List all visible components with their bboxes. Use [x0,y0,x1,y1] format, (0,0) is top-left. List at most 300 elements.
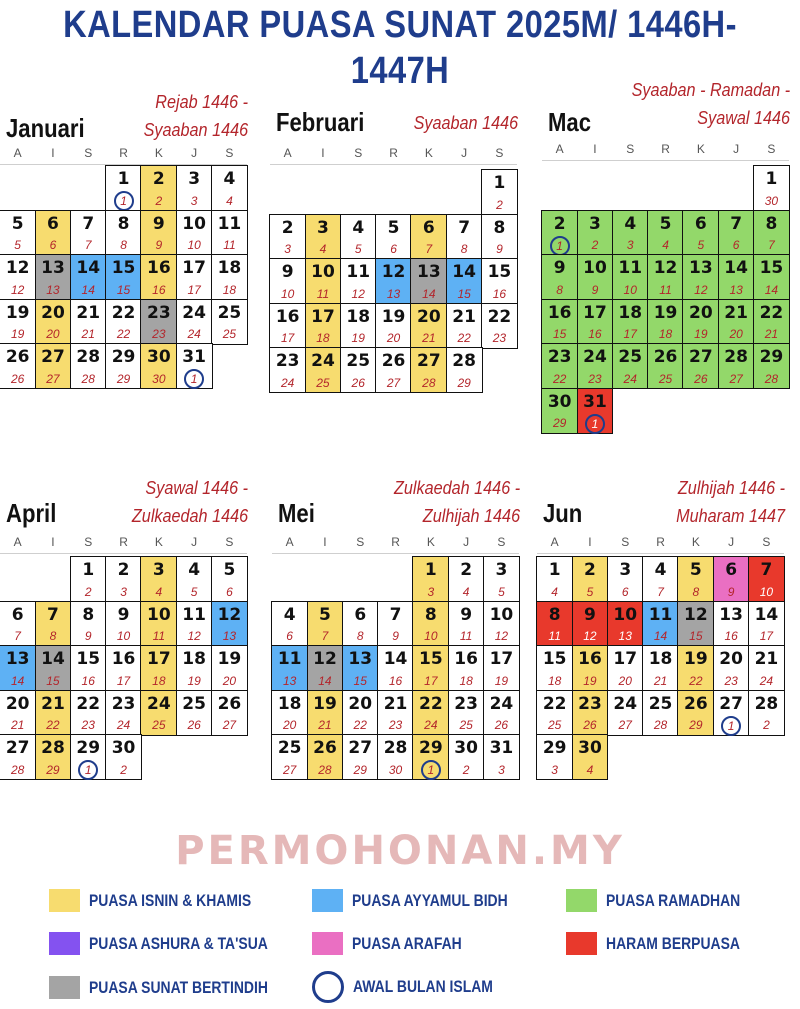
hijri-date: 17 [424,673,438,688]
hijri-date: 7 [14,629,21,644]
day-cell [269,258,306,304]
weekday-header: I [321,146,325,160]
day-cell [0,210,36,256]
gregorian-date: 29 [111,347,136,368]
hijri-date: 27 [222,718,237,733]
weekday-header: A [555,142,564,156]
gregorian-date: 5 [689,560,702,581]
hijri-date: 28 [422,375,436,390]
day-cell [541,299,578,345]
hijri-date: 14 [318,673,332,688]
day-cell [412,601,449,647]
weekday-header: K [154,535,163,549]
gregorian-date: 13 [5,649,30,670]
gregorian-date: 19 [381,306,406,327]
day-cell [70,299,107,345]
day-cell [0,690,36,736]
hijri-date: 5 [190,584,198,599]
gregorian-date: 14 [383,649,408,670]
gregorian-date: 16 [275,306,300,327]
hijri-date: 3 [427,584,435,599]
day-cell [647,210,684,256]
day-cell [748,645,785,691]
hijri-date: 14 [764,282,779,297]
gregorian-date: 2 [584,560,596,581]
hijri-date: 2 [763,718,770,733]
day-cell [271,645,308,691]
day-cell [642,556,679,602]
hijri-date: 21 [81,327,95,342]
legend-item-ramadhan [566,889,770,912]
day-cell [481,258,518,304]
hijri-date: 4 [551,584,558,599]
gregorian-date: 3 [188,169,201,190]
hijri-date: 28 [81,371,95,386]
legend-item-haram [566,932,769,955]
gregorian-date: 30 [111,738,136,759]
empty-cell [612,165,649,211]
gregorian-date: 19 [217,649,242,670]
calendar-grid [0,557,247,780]
gregorian-date: 30 [547,391,572,412]
hijri-date: 25 [658,371,673,386]
hijri-date: 7 [657,584,664,599]
hijri-date: 25 [316,375,330,390]
gregorian-date: 7 [47,604,59,625]
day-cell [612,254,649,300]
gregorian-date: 22 [542,693,567,714]
hijri-date: 27 [618,718,632,733]
hijri-date: 20 [618,673,632,688]
empty-cell [340,169,377,215]
gregorian-date: 15 [487,262,512,283]
gregorian-date: 30 [147,347,171,368]
weekday-header: S [495,146,504,160]
gregorian-date: 25 [346,351,371,372]
day-cell [342,601,379,647]
gregorian-date: 23 [275,351,300,372]
empty-cell [718,165,755,211]
hijri-date: 17 [187,282,201,297]
hijri-date: 8 [49,629,57,644]
hijri-date: 24 [424,718,438,733]
day-cell [375,214,412,260]
gregorian-date: 28 [452,351,476,372]
legend-item-awal-bulan [312,971,524,1003]
day-cell [572,690,609,736]
gregorian-date: 21 [76,302,101,323]
hijri-range-line1: Zulhijah 1446 - [677,478,785,498]
weekday-header: R [389,146,398,160]
day-cell [140,210,177,256]
gregorian-date: 1 [493,173,506,194]
gregorian-date: 17 [489,649,514,670]
weekday-header: J [191,146,198,160]
hijri-date: 22 [353,718,367,733]
empty-cell [35,165,72,211]
legend-label: PUASA AYYAMUL BIDH [352,890,508,910]
hijri-date: 11 [459,629,473,644]
weekday-header: J [733,142,740,156]
weekday-header-row [537,535,784,554]
hijri-date: 23 [388,718,403,733]
day-cell [753,210,790,256]
hijri-date: 15 [46,673,60,688]
gregorian-date: 19 [653,302,678,323]
gregorian-date: 31 [489,738,514,759]
gregorian-date: 25 [618,347,643,368]
day-cell [0,734,36,780]
day-cell [307,734,344,780]
gregorian-date: 9 [553,258,566,279]
gregorian-date: 1 [117,169,130,190]
gregorian-date: 24 [311,351,335,372]
hijri-date: 27 [282,762,297,777]
day-cell [377,734,414,780]
day-cell [269,347,306,393]
hijri-date: 9 [155,238,163,253]
day-cell [481,169,518,215]
gregorian-date: 4 [223,169,236,190]
hijri-date: 13 [222,629,237,644]
hijri-date: 20 [46,327,60,342]
hijri-date: 27 [46,371,60,386]
hijri-date: 8 [556,282,563,297]
gregorian-date: 4 [352,217,365,238]
gregorian-date: 24 [182,302,206,323]
gregorian-date: 26 [381,351,406,372]
day-cell [0,254,36,300]
gregorian-date: 2 [152,169,165,190]
legend-label: AWAL BULAN ISLAM [353,977,493,996]
gregorian-date: 11 [618,258,643,279]
gregorian-date: 10 [613,604,638,625]
weekday-header: S [225,146,234,160]
gregorian-date: 29 [542,738,567,759]
gregorian-date: 29 [419,738,443,759]
day-cell [140,601,177,647]
gregorian-date: 28 [724,347,748,368]
gregorian-date: 18 [217,258,242,279]
gregorian-date: 23 [578,693,602,714]
day-cell [577,210,614,256]
gregorian-date: 16 [547,302,572,323]
gregorian-date: 11 [217,213,242,234]
hijri-date: 23 [724,673,738,688]
gregorian-date: 7 [730,213,743,234]
day-cell [572,645,609,691]
day-cell [377,690,414,736]
gregorian-date: 16 [578,649,602,670]
gregorian-date: 13 [689,258,713,279]
gregorian-date: 16 [454,649,478,670]
empty-cell [269,169,306,215]
gregorian-date: 21 [452,306,476,327]
weekday-header: K [426,535,435,549]
hijri-date: 18 [547,673,562,688]
gregorian-date: 31 [182,347,206,368]
gregorian-date: 7 [389,604,402,625]
gregorian-date: 6 [694,213,707,234]
day-cell [342,734,379,780]
hijri-date: 25 [222,327,237,342]
hijri-date: 4 [462,584,470,599]
gregorian-date: 18 [182,649,206,670]
weekday-header: S [84,146,93,160]
hijri-date: 29 [46,762,60,777]
day-cell [577,299,614,345]
watermark: PERMOHONAN.MY [175,828,625,874]
hijri-date: 16 [588,327,602,342]
gregorian-date: 5 [659,213,672,234]
hijri-date: 11 [316,286,330,301]
day-cell [105,165,142,211]
day-cell [642,645,679,691]
hijri-date-circle-icon: 1 [184,369,204,389]
hijri-date: 8 [120,238,127,253]
empty-cell [541,165,578,211]
day-cell [105,690,142,736]
day-cell [140,645,177,691]
hijri-date: 24 [187,327,201,342]
day-cell [448,734,485,780]
day-cell [607,601,644,647]
hijri-date: 26 [10,371,25,386]
weekday-header: K [696,142,705,156]
gregorian-date: 13 [348,649,373,670]
circle-ring-icon [312,971,344,1003]
hijri-date: 16 [724,629,738,644]
gregorian-date: 7 [458,217,471,238]
hijri-date: 26 [494,718,509,733]
weekday-header-row [0,535,247,554]
legend-label: PUASA ISNIN & KHAMIS [89,890,252,910]
gregorian-date: 8 [493,217,506,238]
hijri-date: 3 [498,762,505,777]
hijri-date: 11 [223,238,236,253]
day-cell [271,690,308,736]
empty-cell [70,165,107,211]
gregorian-date: 14 [76,258,101,279]
gregorian-date: 26 [217,693,242,714]
day-cell [269,303,306,349]
day-cell [269,214,306,260]
empty-cell [446,169,483,215]
hijri-date: 25 [152,718,166,733]
weekday-header-row [272,535,519,554]
calendar-grid [0,166,247,389]
weekday-header: S [621,535,630,549]
weekday-header: I [588,535,592,549]
day-cell [70,601,107,647]
gregorian-date: 17 [613,649,638,670]
hijri-date: 7 [84,238,92,253]
gregorian-date: 3 [152,560,165,581]
day-cell [647,299,684,345]
hijri-date: 6 [390,242,397,257]
hijri-date: 3 [626,238,634,253]
gregorian-date: 25 [648,693,673,714]
day-cell [176,299,213,345]
hijri-date: 4 [319,242,327,257]
empty-cell [307,556,344,602]
day-cell [105,645,142,691]
gregorian-date: 9 [152,213,165,234]
hijri-date: 25 [547,718,562,733]
gregorian-date: 2 [460,560,473,581]
empty-cell [647,165,684,211]
hijri-range-line1: Rejab 1446 - [155,92,248,112]
weekday-header: S [767,142,776,156]
hijri-date: 13 [729,282,743,297]
day-cell [105,210,142,256]
day-cell [412,556,449,602]
hijri-date: 21 [10,718,25,733]
hijri-date: 19 [10,327,25,342]
day-cell [375,258,412,304]
day-cell [448,556,485,602]
empty-cell [271,556,308,602]
gregorian-date: 2 [553,213,566,234]
hijri-date: 11 [659,282,672,297]
gregorian-date: 6 [725,560,738,581]
weekday-header: S [356,535,365,549]
day-cell [682,210,719,256]
hijri-date: 21 [318,718,332,733]
gregorian-date: 3 [317,217,329,238]
day-cell [536,734,573,780]
day-cell [305,214,342,260]
hijri-date-circle-icon: 1 [421,760,441,780]
gregorian-date: 12 [5,258,30,279]
day-cell [211,299,248,345]
hijri-date: 5 [586,584,594,599]
hijri-date: 2 [496,197,503,212]
hijri-date: 29 [116,371,131,386]
gregorian-date: 27 [719,693,743,714]
day-cell [607,556,644,602]
hijri-date: 16 [152,282,166,297]
calendar-grid [270,170,517,393]
hijri-range-line2: Zulkaedah 1446 [131,506,248,526]
day-cell [448,690,485,736]
gregorian-date: 1 [82,560,95,581]
legend-label: PUASA SUNAT BERTINDIH [89,977,268,997]
day-cell [753,299,790,345]
hijri-date: 15 [689,629,703,644]
hijri-date: 11 [548,629,561,644]
day-cell [211,254,248,300]
gregorian-date: 5 [223,560,236,581]
gregorian-date: 23 [454,693,478,714]
hijri-date: 27 [386,375,401,390]
hijri-date: 5 [697,238,705,253]
hijri-date: 11 [152,629,166,644]
gregorian-date: 29 [759,347,784,368]
hijri-date: 2 [120,762,127,777]
month-name: April [6,498,57,528]
day-cell [607,645,644,691]
weekday-header: R [656,535,665,549]
gregorian-date: 24 [489,693,514,714]
gregorian-date: 30 [578,738,602,759]
hijri-date: 20 [386,331,401,346]
hijri-date: 18 [316,331,330,346]
hijri-date: 12 [10,282,25,297]
weekday-header: S [497,535,506,549]
day-cell [305,258,342,304]
weekday-header: A [550,535,559,549]
hijri-date: 10 [280,286,295,301]
hijri-date: 5 [14,238,21,253]
weekday-header: J [461,146,468,160]
day-cell [271,601,308,647]
day-cell [375,303,412,349]
hijri-date-circle-icon: 1 [78,760,98,780]
gregorian-date: 15 [419,649,443,670]
day-cell [713,690,750,736]
hijri-date: 15 [457,286,471,301]
hijri-date: 2 [155,193,163,208]
hijri-date: 23 [81,718,95,733]
hijri-date: 7 [425,242,433,257]
gregorian-date: 27 [41,347,65,368]
hijri-date: 17 [280,331,295,346]
day-cell [410,303,447,349]
hijri-range-line1: Syawal 1446 - [145,478,248,498]
gregorian-date: 12 [653,258,678,279]
day-cell [412,690,449,736]
day-cell [70,734,107,780]
hijri-date: 13 [386,286,401,301]
weekday-header: J [191,535,198,549]
weekday-header: A [283,146,292,160]
gregorian-date: 25 [217,302,242,323]
day-cell [70,210,107,256]
hijri-date: 20 [729,327,743,342]
day-cell [718,210,755,256]
legend-item-ayyamul-bidh [312,889,542,912]
hijri-date: 19 [187,673,201,688]
hijri-date: 29 [353,762,367,777]
day-cell [577,254,614,300]
day-cell [483,734,520,780]
day-cell [271,734,308,780]
gregorian-date: 14 [452,262,476,283]
day-cell [70,556,107,602]
day-cell [572,556,609,602]
hijri-date: 14 [422,286,436,301]
month-name: Februari [276,107,365,137]
day-cell [35,210,72,256]
legend-item-bertindih [49,976,307,999]
month-name: Mac [548,107,591,137]
empty-cell [35,556,72,602]
day-cell [211,645,248,691]
gregorian-date: 31 [583,391,607,412]
gregorian-date: 22 [759,302,784,323]
gregorian-date: 20 [5,693,30,714]
day-cell [541,254,578,300]
hijri-date: 18 [459,673,473,688]
day-cell [536,690,573,736]
gregorian-date: 20 [41,302,65,323]
weekday-header: I [51,535,55,549]
day-cell [35,343,72,389]
hijri-date: 7 [321,629,329,644]
gregorian-date: 14 [754,604,779,625]
day-cell [541,210,578,256]
